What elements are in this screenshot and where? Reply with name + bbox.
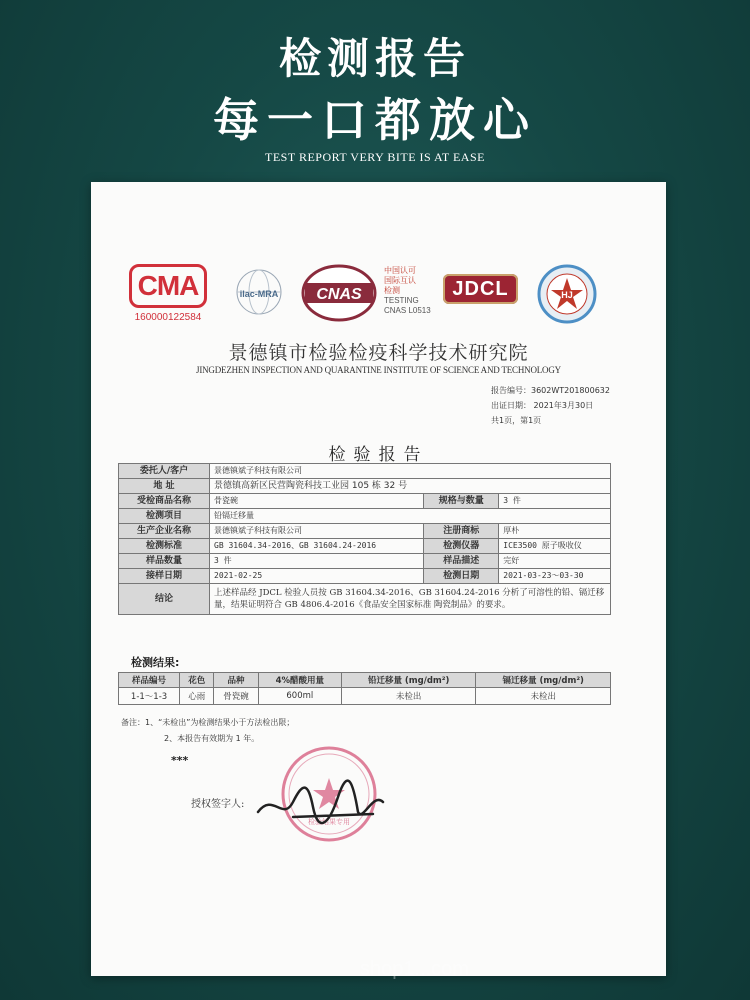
report-title: 检验报告 xyxy=(328,445,429,465)
address-value: 景德镇高新区民营陶瓷科技工业园 105 栋 32 号 xyxy=(210,479,611,494)
svg-text:检验结果专用: 检验结果专用 xyxy=(308,818,350,826)
maker-value: 景德镇斌子科技有限公司 xyxy=(210,524,424,539)
cnas-logo xyxy=(301,264,377,322)
brand-label: 注册商标 xyxy=(424,524,499,539)
quantity-label: 样品数量 xyxy=(119,554,210,569)
signer-label: 授权签字人: xyxy=(191,799,245,810)
client-value: 景德镇斌子科技有限公司 xyxy=(210,464,611,479)
handwritten-signature xyxy=(253,772,393,832)
table-row xyxy=(119,479,611,494)
spec-label: 规格与数量 xyxy=(424,494,499,509)
table-cell: 未检出 xyxy=(476,688,611,705)
table-row xyxy=(119,569,611,584)
table-cell: 心雨 xyxy=(180,688,214,705)
table-cell: 未检出 xyxy=(341,688,476,705)
certification-logos xyxy=(91,264,666,324)
jdcl-logo: JDCL xyxy=(443,274,518,304)
cnas-text: CNAS xyxy=(316,286,362,303)
conclusion-value: 上述样品经 JDCL 检验人员按 GB 31604.34-2016、GB 31604.24-2016 分析了可溶性的铅、镉迁移量，结果证明符合 GB 4806.4-2016《食品安全国家标准 陶瓷制品》的要求。 xyxy=(210,584,611,615)
column-header: 镉迁移量 (mg/dm²) xyxy=(476,673,611,688)
institute-name-cn: 景德镇市检验检疫科学技术研究院 xyxy=(228,342,529,364)
instrument-value: ICE3500 原子吸收仪 xyxy=(499,539,611,554)
page-count: 共1页，第1页 xyxy=(491,416,542,425)
ilac-mra-logo xyxy=(229,268,289,320)
client-label: 委托人/客户 xyxy=(119,464,210,479)
testing-line: CNAS L0513 xyxy=(384,306,431,315)
column-header: 花色 xyxy=(180,673,214,688)
testing-line: 检测 xyxy=(384,286,400,295)
standard-value: GB 31604.34-2016、GB 31604.24-2016 xyxy=(210,539,424,554)
column-header: 4%醋酸用量 xyxy=(258,673,341,688)
testing-line: TESTING xyxy=(384,296,419,305)
results-header-row xyxy=(119,673,611,688)
brand-value: 厚朴 xyxy=(499,524,611,539)
product-label: 受检商品名称 xyxy=(119,494,210,509)
header-title-line2: 每一口都放心 xyxy=(213,93,537,147)
address-label: 地 址 xyxy=(119,479,210,494)
item-label: 检测项目 xyxy=(119,509,210,524)
conclusion-label: 结论 xyxy=(119,584,210,615)
table-cell: 600ml xyxy=(258,688,341,705)
column-header: 铅迁移量 (mg/dm²) xyxy=(341,673,476,688)
maker-label: 生产企业名称 xyxy=(119,524,210,539)
table-row xyxy=(119,584,611,615)
results-heading: 检测结果: xyxy=(131,656,180,669)
hj-environmental-logo xyxy=(537,264,597,324)
report-number: 报告编号：3602WT201800632 xyxy=(491,386,610,395)
test-date-label: 检测日期 xyxy=(424,569,499,584)
header-tagline: TEST REPORT VERY BITE IS AT EASE xyxy=(265,150,485,164)
issue-date: 出证日期： 2021年3月30日 xyxy=(491,401,594,410)
table-cell: 骨瓷碗 xyxy=(214,688,258,705)
column-header: 品种 xyxy=(214,673,258,688)
results-table xyxy=(118,672,611,705)
table-row xyxy=(119,509,611,524)
testing-line: 国际互认 xyxy=(384,276,416,285)
table-row xyxy=(119,539,611,554)
report-document xyxy=(91,182,666,976)
desc-value: 完好 xyxy=(499,554,611,569)
note-1: 备注：1、“未检出”为检测结果小于方法检出限； xyxy=(121,718,295,727)
instrument-label: 检测仪器 xyxy=(424,539,499,554)
inspection-info-table xyxy=(118,463,611,615)
table-row xyxy=(119,688,611,705)
table-cell: 1-1～1-3 xyxy=(119,688,180,705)
cma-number: 160000122584 xyxy=(134,312,202,323)
table-row xyxy=(119,524,611,539)
table-row xyxy=(119,464,611,479)
receive-date-label: 接样日期 xyxy=(119,569,210,584)
item-value: 铅镉迁移量 xyxy=(210,509,611,524)
cma-logo xyxy=(129,264,207,323)
ilac-text: ilac-MRA xyxy=(239,289,279,299)
header-title-line1: 检测报告 xyxy=(278,34,471,83)
receive-date-value: 2021-02-25 xyxy=(210,569,424,584)
testing-line: 中国认可 xyxy=(384,266,416,275)
test-date-value: 2021-03-23～03-30 xyxy=(499,569,611,584)
quantity-value: 3 件 xyxy=(210,554,424,569)
product-value: 骨瓷碗 xyxy=(210,494,424,509)
spec-value: 3 件 xyxy=(499,494,611,509)
institute-name-en: JINGDEZHEN INSPECTION AND QUARANTINE INSTITUTE OF SCIENCE AND TECHNOLOGY xyxy=(196,365,561,375)
end-marker: *** xyxy=(171,754,189,767)
shop-watermark: shop1...com xyxy=(360,958,469,980)
standard-label: 检测标准 xyxy=(119,539,210,554)
table-row xyxy=(119,554,611,569)
note-2: 2、本报告有效期为 1 年。 xyxy=(164,734,260,743)
column-header: 样品编号 xyxy=(119,673,180,688)
cma-mark: CMA xyxy=(129,264,207,308)
table-row xyxy=(119,494,611,509)
desc-label: 样品描述 xyxy=(424,554,499,569)
hj-text: HJ xyxy=(561,290,573,300)
testing-accreditation-text xyxy=(384,266,431,316)
